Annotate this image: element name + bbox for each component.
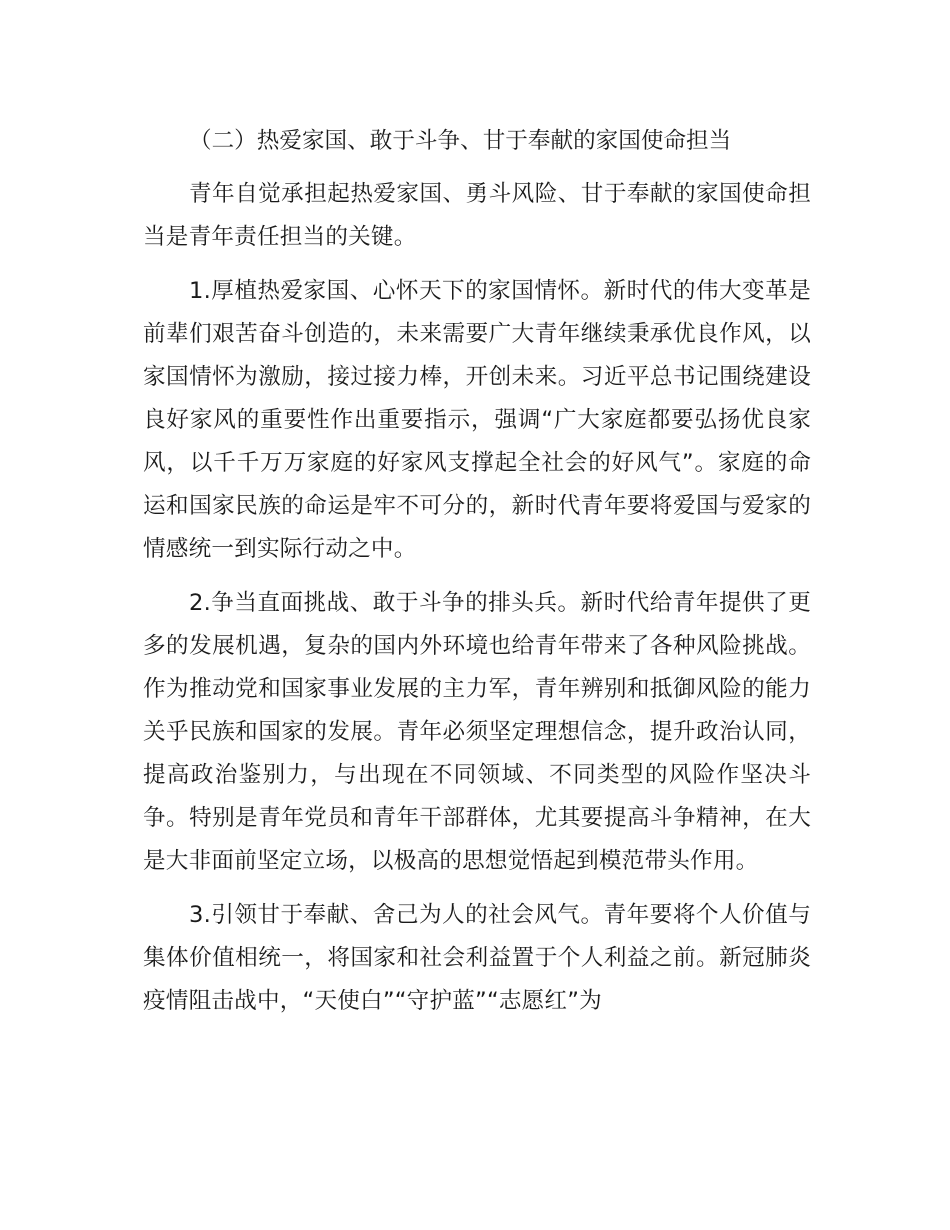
paragraph-point-1: 1.厚植热爱家国、心怀天下的家国情怀。新时代的伟大变革是前辈们艰苦奋斗创造的，未来需要广大青年继续秉承优良作风，以家国情怀为激励，接过接力棒，开创未来。习近平总书记围绕建设良好家风的重要性作出重要指示，强调“广大家庭都要弘扬优良家风，以千千万万家庭的好家风支撑起全社会的好风气”。家庭的命运和国家民族的命运是牢不可分的，新时代青年要将爱国与爱家的情感统一到实际行动之中。 [143, 278, 811, 562]
paragraph-point-2: 2.争当直面挑战、敢于斗争的排头兵。新时代给青年提供了更多的发展机遇，复杂的国内外环境也给青年带来了各种风险挑战。作为推动党和国家事业发展的主力军，青年辨别和抵御风险的能力关乎民族和国家的发展。青年必须坚定理想信念，提升政治认同，提高政治鉴别力，与出现在不同领域、不同类型的风险作坚决斗争。特别是青年党员和青年干部群体，尤其要提高斗争精神，在大是大非面前坚定立场，以极高的思想觉悟起到模范带头作用。 [143, 590, 811, 874]
document-body [143, 120, 811, 1034]
paragraph-intro: 青年自觉承担起热爱家国、勇斗风险、甘于奉献的家国使命担当是青年责任担当的关键。 [143, 181, 811, 250]
paragraph-point-3: 3.引领甘于奉献、舍己为人的社会风气。青年要将个人价值与集体价值相统一，将国家和社会利益置于个人利益之前。新冠肺炎疫情阻击战中，“天使白”“守护蓝”“志愿红”为 [143, 902, 811, 1014]
section-heading: （二）热爱家国、敢于斗争、甘于奉献的家国使命担当 [189, 128, 732, 154]
